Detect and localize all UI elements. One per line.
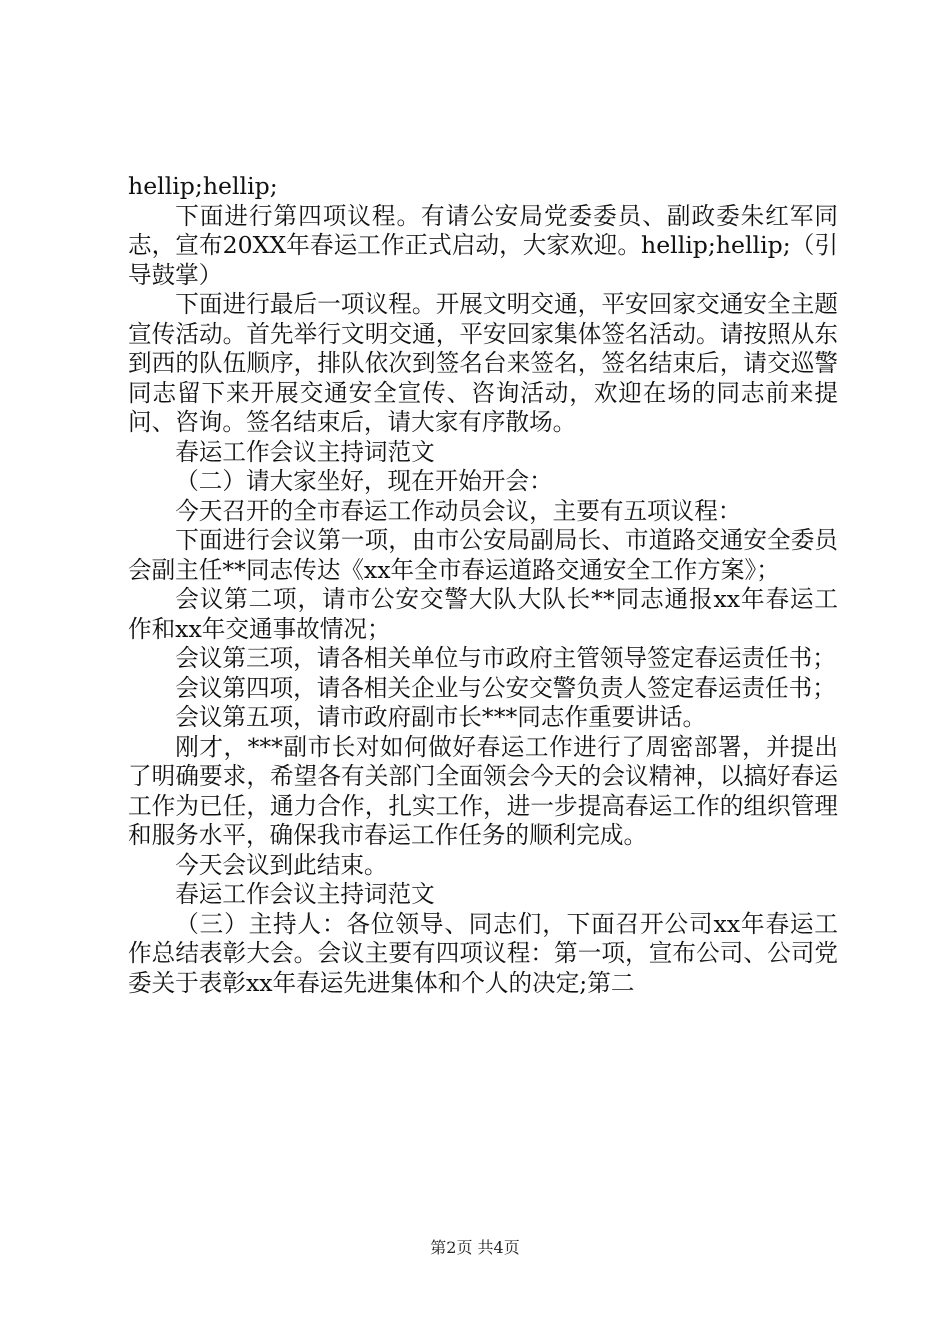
document-body <box>128 172 838 998</box>
page-number: 第2页 共4页 <box>430 1238 520 1257</box>
paragraph-item-four: 会议第四项，请各相关企业与公安交警负责人签定春运责任书； <box>175 673 836 702</box>
paragraph-summary: 刚才，***副市长对如何做好春运工作进行了周密部署，并提出了明确要求，希望各有关部门全面领会今天的会议精神，以搞好春运工作为已任，通力合作，扎实工作，进一步提高春运工作的组织管理和服务水平，确保我市春运工作任务的顺利完成。 <box>128 732 838 849</box>
paragraph-item-three: 会议第三项，请各相关单位与市政府主管领导签定春运责任书； <box>175 644 836 672</box>
paragraph-section-three: （三）主持人：各位领导、同志们，下面召开公司xx年春运工作总结表彰大会。会议主要有四项议程：第一项，宣布公司、公司党委关于表彰xx年春运先进集体和个人的决定;第二 <box>128 909 838 997</box>
paragraph-agenda-intro: 今天召开的全市春运工作动员会议，主要有五项议程： <box>175 496 742 525</box>
paragraph-item-five: 会议第五项，请市政府副市长***同志作重要讲话。 <box>175 703 707 731</box>
paragraph-agenda-item-four: 下面进行第四项议程。有请公安局党委委员、副政委朱红军同志，宣布20XX年春运工作正式启动，大家欢迎。hellip;hellip;（引导鼓掌） <box>128 201 838 289</box>
section-heading: 春运工作会议主持词范文 <box>175 880 435 908</box>
paragraph-item-two: 会议第二项，请市公安交警大队大队长**同志通报xx年春运工作和xx年交通事故情况； <box>128 585 838 643</box>
section-heading: 春运工作会议主持词范文 <box>175 437 435 466</box>
paragraph-item-one: 下面进行会议第一项，由市公安局副局长、市道路交通安全委员会副主任**同志传达《xx年全市春运道路交通安全工作方案》； <box>128 526 838 584</box>
paragraph-final-agenda-item: 下面进行最后一项议程。开展文明交通，平安回家交通安全主题宣传活动。首先举行文明交通，平安回家集体签名活动。请按照从东到西的队伍顺序，排队依次到签名台来签名，签名结束后，请交巡警同志留下来开展交通安全宣传、咨询活动，欢迎在场的同志前来提问、咨询。签名结束后，请大家有序散场。 <box>128 290 838 436</box>
paragraph-continuation: hellip;hellip; <box>128 172 278 200</box>
paragraph-opening: （二）请大家坐好，现在开始开会： <box>175 467 553 495</box>
paragraph-closing: 今天会议到此结束。 <box>175 850 388 879</box>
